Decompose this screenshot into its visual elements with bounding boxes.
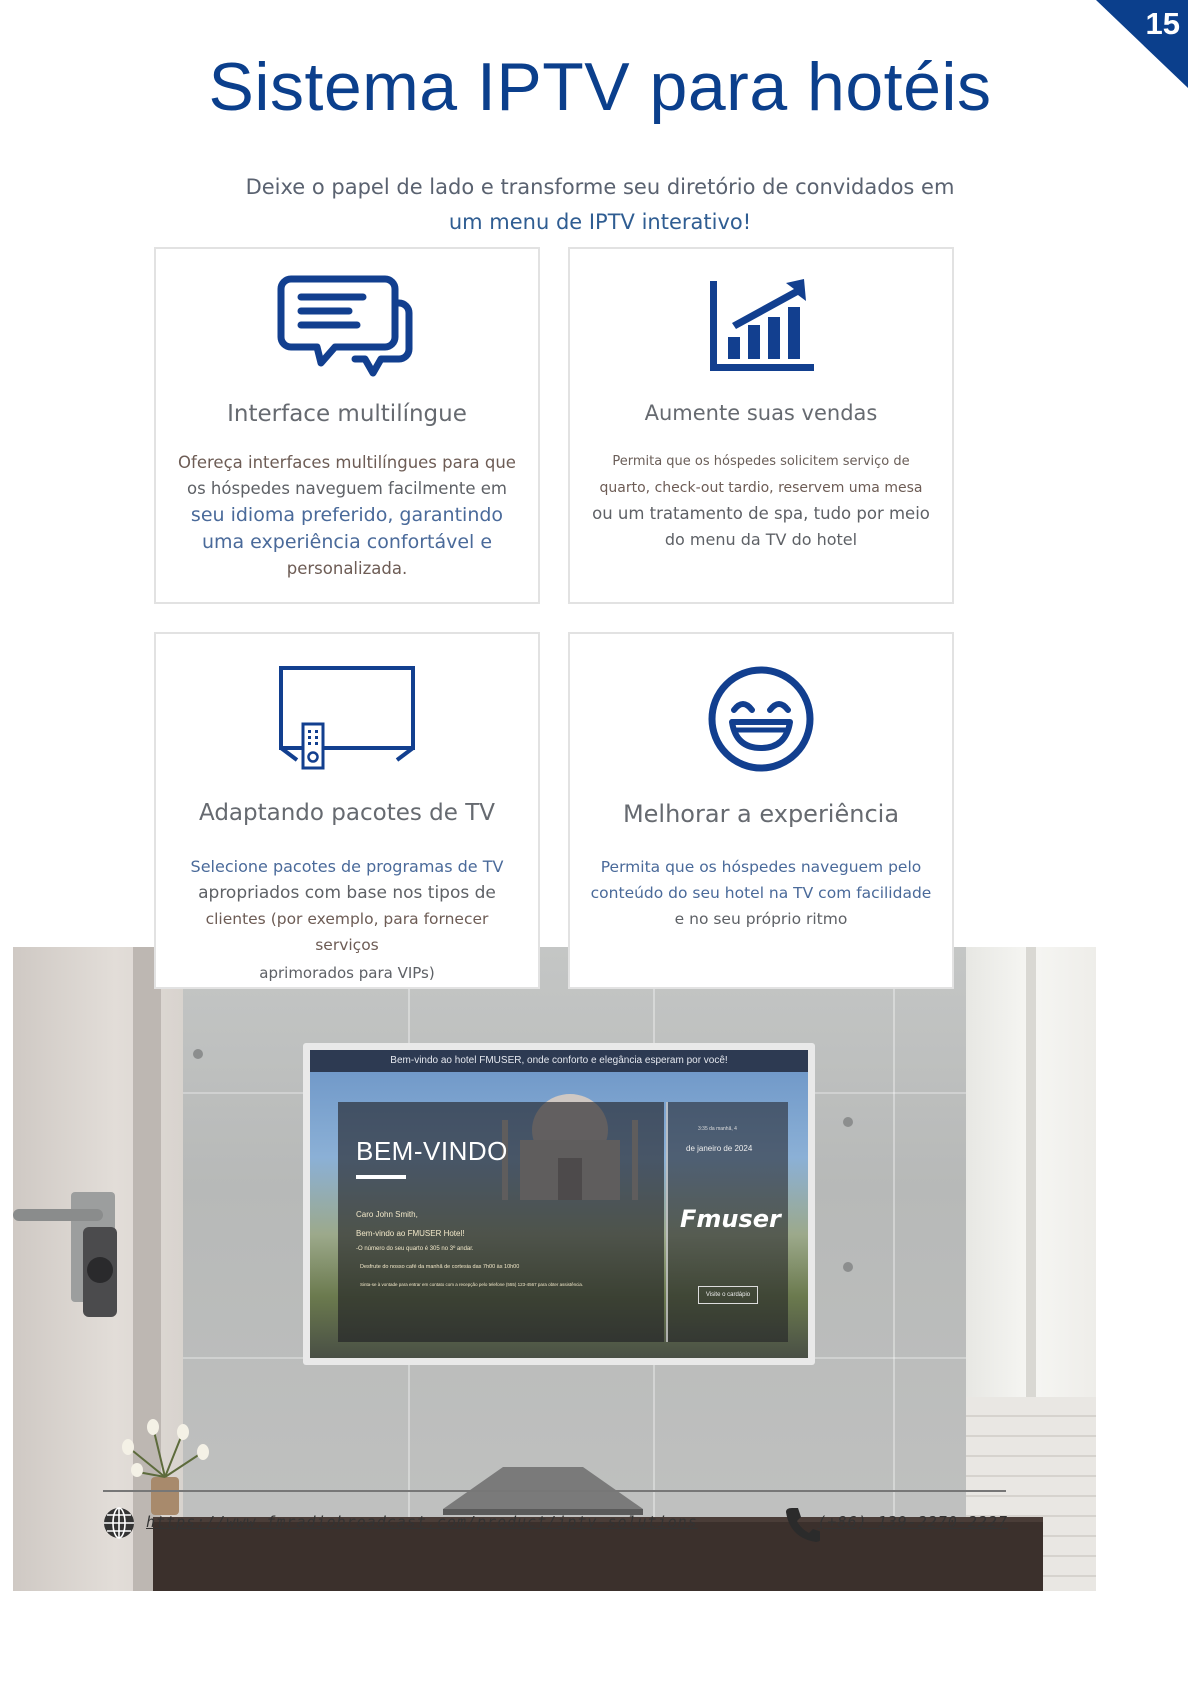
tv-line-3: Desfrute do nosso café da manhã de cortesia das 7h00 às 10h00 [360, 1264, 520, 1270]
tv-greeting: Caro John Smith, [356, 1210, 418, 1219]
tv-banner: Bem-vindo ao hotel FMUSER, onde conforto e elegância esperam por você! [310, 1050, 808, 1072]
tv-screen [310, 1050, 808, 1358]
card-line: do menu da TV do hotel [664, 530, 858, 549]
subtitle-line-1: Deixe o papel de lado e transforme seu diretório de convidados em [245, 175, 955, 199]
page-subtitle [190, 170, 1010, 240]
smiley-face-icon [706, 664, 816, 774]
card-line: quarto, check-out tardio, reservem uma mesa [599, 480, 923, 496]
card-heading: Adaptando pacotes de TV [198, 800, 495, 826]
card-line: ou um tratamento de spa, tudo por meio [592, 504, 930, 523]
card-line: os hóspedes naveguem facilmente em [187, 479, 507, 498]
card-line: uma experiência confortável e [201, 531, 493, 553]
footer-divider [103, 1490, 1006, 1492]
card-line: seu idioma preferido, garantindo [190, 504, 504, 526]
visit-menu-button[interactable]: Visite o cardápio [698, 1286, 758, 1304]
card-experience [568, 632, 954, 989]
card-line: conteúdo do seu hotel na TV com facilidade [590, 884, 932, 902]
card-heading: Melhorar a experiência [622, 800, 900, 828]
page-title: Sistema IPTV para hotéis [208, 49, 992, 125]
card-sales [568, 247, 954, 604]
tv-line-2: -O número do seu quarto é 305 no 3º andar. [356, 1246, 474, 1252]
card-line: clientes (por exemplo, para fornecer serviços [205, 910, 489, 954]
hotel-room-photo [13, 947, 1096, 1591]
phone-icon [784, 1506, 820, 1542]
tv-line-4: Sinta-se à vontade para entrar em contato com a recepção pelo telefone (555) 123-4567 para obter assistência. [360, 1282, 584, 1287]
card-heading: Interface multilíngue [227, 401, 467, 427]
tv-cabinet [153, 1522, 1043, 1591]
card-line: Selecione pacotes de programas de TV [190, 857, 504, 876]
fmuser-logo: Fmuser [680, 1205, 781, 1233]
tv-line-1: Bem-vindo ao FMUSER Hotel! [356, 1229, 465, 1238]
door-hanger [83, 1227, 117, 1317]
tv-date: de janeiro de 2024 [686, 1144, 753, 1153]
tv-remote-icon [277, 666, 417, 770]
website-link[interactable]: https://www.fmradiobroadcast.com/product/iptv-solutions [146, 1513, 698, 1531]
card-line: Permita que os hóspedes naveguem pelo [600, 858, 922, 876]
globe-icon [102, 1506, 136, 1540]
card-line: Permita que os hóspedes solicitem serviço de [612, 454, 910, 469]
card-line: Ofereça interfaces multilíngues para que [178, 453, 516, 472]
page-number: 15 [1145, 6, 1180, 41]
tv-display [303, 1043, 815, 1365]
card-line: apropriados com base nos tipos de [198, 883, 496, 903]
card-line: personalizada. [286, 559, 408, 578]
card-line: aprimorados para VIPs) [259, 964, 435, 982]
flower-vase-icon [113, 1417, 213, 1517]
tv-welcome-heading: BEM-VINDO [356, 1136, 508, 1166]
tv-time: 3:35 da manhã, 4 [698, 1126, 737, 1132]
card-tv-packages [154, 632, 540, 989]
card-heading: Aumente suas vendas [644, 401, 878, 425]
card-line: e no seu próprio ritmo [674, 910, 848, 928]
growth-chart-icon [706, 277, 816, 375]
chat-bubbles-icon [277, 273, 417, 383]
phone-link[interactable]: (+86) 139-2270-2227 [817, 1513, 1008, 1531]
subtitle-line-2: um menu de IPTV interativo! [448, 210, 752, 234]
card-multilingual [154, 247, 540, 604]
